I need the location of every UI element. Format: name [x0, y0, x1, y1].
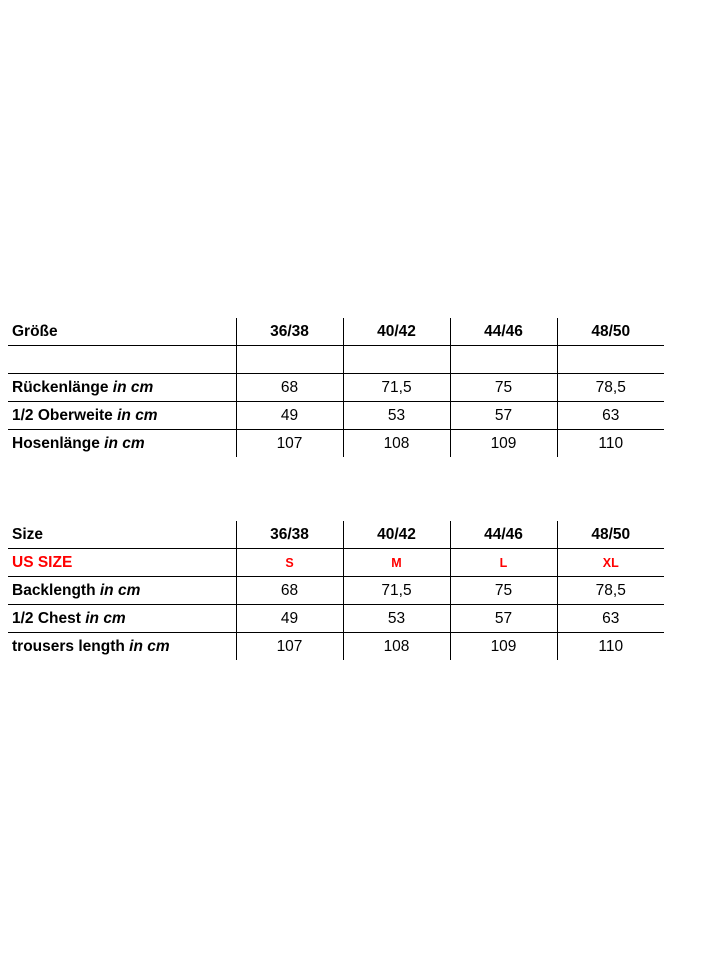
row-label-text: 1/2 Oberweite: [12, 406, 113, 424]
header-size-3-en: 44/46: [450, 521, 557, 549]
row-label-text: Rückenlänge: [12, 378, 109, 396]
spacer-cell-2: [343, 346, 450, 374]
row-value: 107: [236, 430, 343, 458]
table-spacer-row: [8, 346, 664, 374]
table-row-us-size: [8, 549, 664, 577]
row-label-backlength-de: [8, 374, 236, 402]
row-value: 57: [450, 402, 557, 430]
table-header-row: [8, 521, 664, 549]
size-table-german: [8, 318, 664, 457]
header-size-1-de: 36/38: [236, 318, 343, 346]
row-value: 53: [343, 605, 450, 633]
row-label-backlength-en: [8, 577, 236, 605]
row-label-trousers-en: [8, 633, 236, 661]
table-german: [8, 318, 664, 457]
row-value: 49: [236, 402, 343, 430]
spacer-cell-3: [450, 346, 557, 374]
row-value: 75: [450, 374, 557, 402]
spacer-cell-1: [236, 346, 343, 374]
row-label-us-size: US SIZE: [8, 549, 236, 577]
row-label-chest-en: [8, 605, 236, 633]
table-row: [8, 402, 664, 430]
header-size-2-de: 40/42: [343, 318, 450, 346]
table-row: [8, 374, 664, 402]
table-row: [8, 430, 664, 458]
header-label-en: Size: [8, 521, 236, 549]
row-value: 107: [236, 633, 343, 661]
row-value: 49: [236, 605, 343, 633]
row-label-chest-de: [8, 402, 236, 430]
row-value: 63: [557, 605, 664, 633]
row-value: M: [343, 549, 450, 577]
row-value: 53: [343, 402, 450, 430]
row-value: 71,5: [343, 577, 450, 605]
header-size-3-de: 44/46: [450, 318, 557, 346]
row-value: 78,5: [557, 374, 664, 402]
row-value: 57: [450, 605, 557, 633]
spacer-cell-label: [8, 346, 236, 374]
row-value: 109: [450, 633, 557, 661]
row-value: 75: [450, 577, 557, 605]
header-label-de: Größe: [8, 318, 236, 346]
table-english: [8, 521, 664, 660]
row-value: 110: [557, 430, 664, 458]
row-label-text: Hosenlänge: [12, 434, 100, 452]
header-size-4-de: 48/50: [557, 318, 664, 346]
row-value: 63: [557, 402, 664, 430]
table-row: [8, 605, 664, 633]
row-value: 78,5: [557, 577, 664, 605]
spacer-cell-4: [557, 346, 664, 374]
row-label-text: 1/2 Chest: [12, 609, 81, 627]
table-row: [8, 633, 664, 661]
row-value: 68: [236, 374, 343, 402]
row-label-text: trousers length: [12, 637, 125, 655]
row-label-unit: in cm: [129, 637, 170, 655]
table-row: [8, 577, 664, 605]
size-table-english: [8, 521, 664, 660]
row-value: L: [450, 549, 557, 577]
header-size-2-en: 40/42: [343, 521, 450, 549]
row-label-unit: in cm: [85, 609, 126, 627]
table-header-row: [8, 318, 664, 346]
row-value: 110: [557, 633, 664, 661]
header-size-4-en: 48/50: [557, 521, 664, 549]
header-size-1-en: 36/38: [236, 521, 343, 549]
row-label-unit: in cm: [104, 434, 145, 452]
row-label-unit: in cm: [99, 581, 141, 599]
row-value: S: [236, 549, 343, 577]
row-label-trousers-de: [8, 430, 236, 458]
row-label-text: Backlength: [12, 581, 96, 599]
row-value: XL: [557, 549, 664, 577]
row-value: 68: [236, 577, 343, 605]
row-value: 108: [343, 430, 450, 458]
row-value: 71,5: [343, 374, 450, 402]
row-label-unit: in cm: [117, 406, 158, 424]
row-label-unit: in cm: [112, 378, 154, 396]
row-value: 109: [450, 430, 557, 458]
row-value: 108: [343, 633, 450, 661]
